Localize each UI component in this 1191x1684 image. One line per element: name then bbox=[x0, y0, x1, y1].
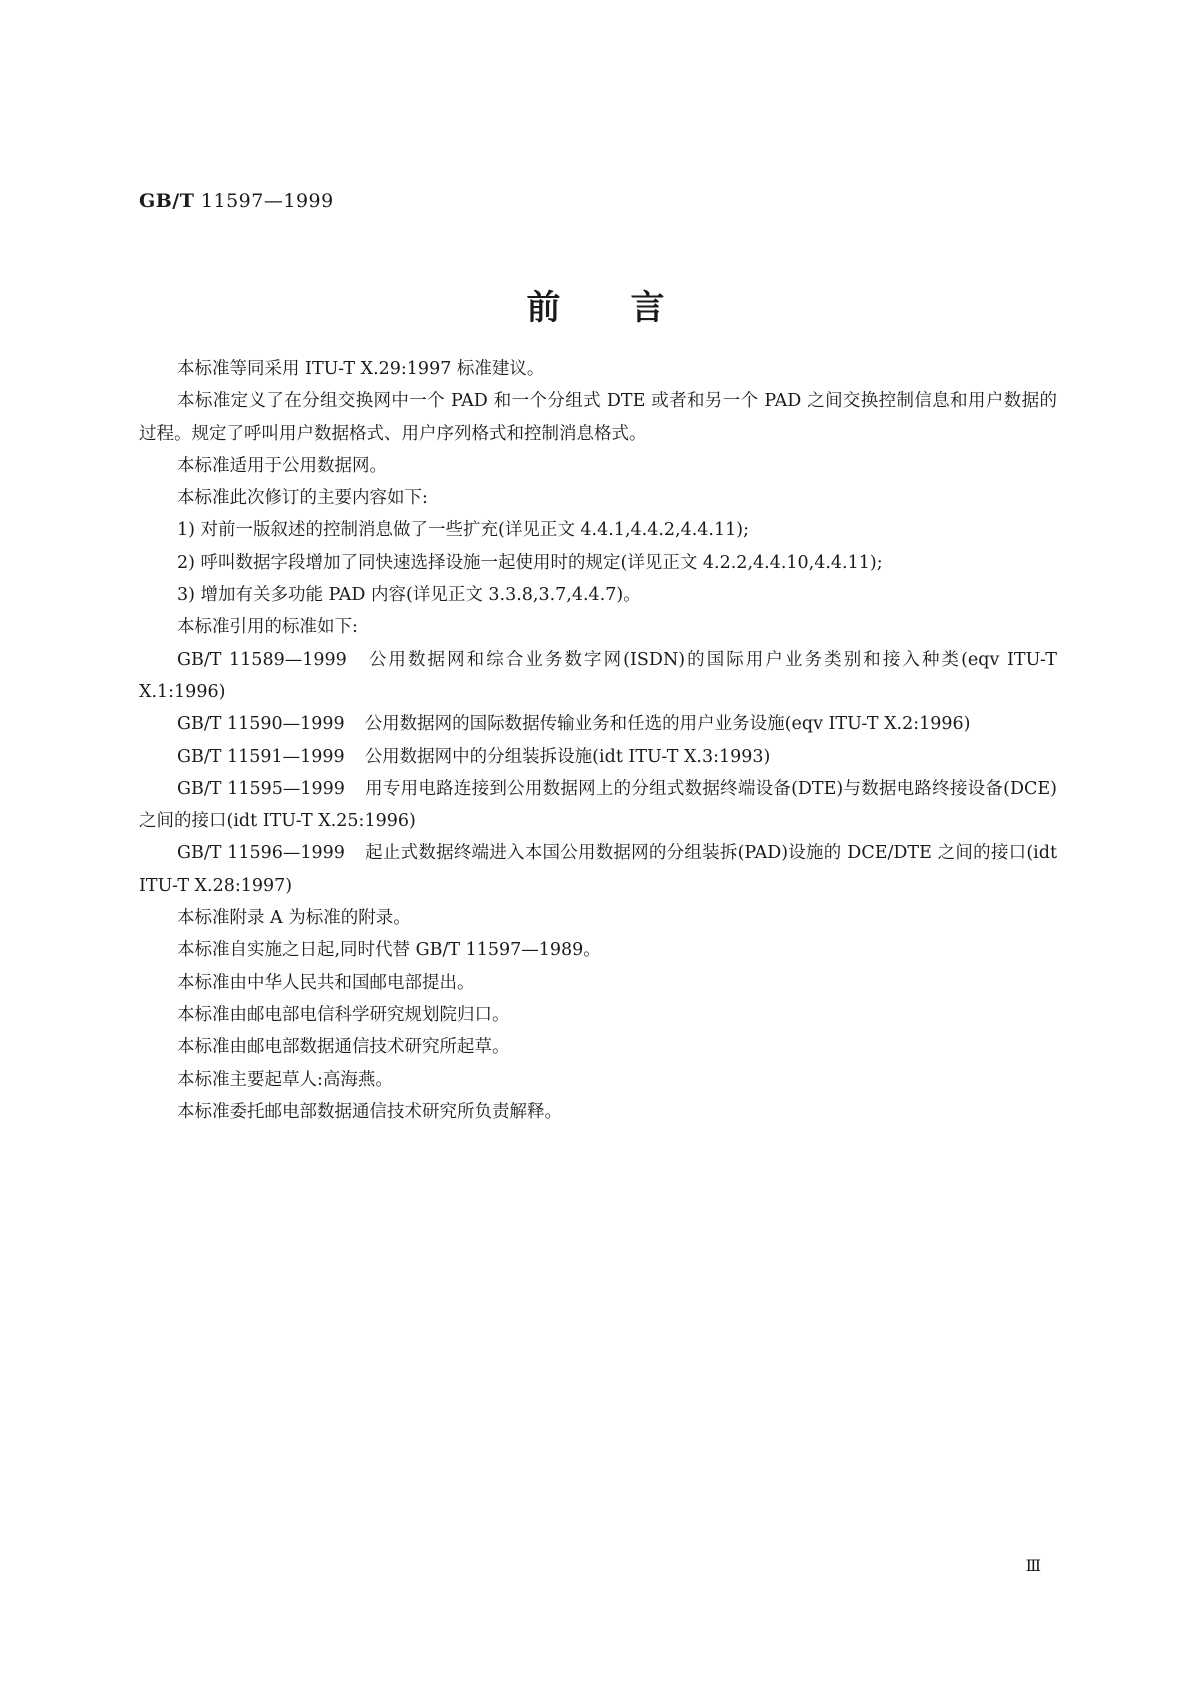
paragraph-revision-intro: 本标准此次修订的主要内容如下: bbox=[177, 488, 428, 509]
revision-item-1: 1) 对前一版叙述的控制消息做了一些扩充(详见正文 4.4.1,4.4.2,4.4.11); bbox=[177, 520, 749, 541]
revision-item-2: 2) 呼叫数据字段增加了同快速选择设施一起使用时的规定(详见正文 4.2.2,4.4.10,4.4.11); bbox=[177, 552, 883, 573]
paragraph-scope: 本标准适用于公用数据网。 bbox=[177, 455, 387, 476]
reference-code: GB/T 11590—1999 bbox=[177, 714, 345, 735]
reference-code: GB/T 11589—1999 bbox=[177, 649, 347, 670]
reference-code: GB/T 11591—1999 bbox=[177, 746, 345, 767]
paragraph-drafting-unit: 本标准由邮电部数据通信技术研究所起草。 bbox=[177, 1037, 510, 1058]
paragraph-supersedes: 本标准自实施之日起,同时代替 GB/T 11597—1989。 bbox=[177, 940, 601, 961]
reference-title: 用专用电路连接到公用数据网上的分组式数据终端设备(DTE)与数据电路终接设备(DCE)之间的接口(idt ITU-T X.25:1996) bbox=[139, 778, 1058, 832]
reference-title: 起止式数据终端进入本国公用数据网的分组装拆(PAD)设施的 DCE/DTE 之间的接口(idt ITU-T X.28:1997) bbox=[139, 843, 1057, 896]
reference-title: 公用数据网的国际数据传输业务和任选的用户业务设施(eqv ITU-T X.2:1996) bbox=[364, 714, 971, 735]
paragraph-appendix: 本标准附录 A 为标准的附录。 bbox=[177, 908, 411, 929]
document-header bbox=[139, 190, 334, 212]
preface-body bbox=[139, 353, 1057, 1128]
revision-item-3: 3) 增加有关多功能 PAD 内容(详见正文 3.3.8,3.7,4.4.7)。 bbox=[177, 585, 641, 606]
standard-number: 11597—1999 bbox=[194, 190, 334, 212]
reference-title: 公用数据网和综合业务数字网(ISDN)的国际用户业务类别和接入种类(eqv ITU-T X.1:1996) bbox=[139, 649, 1057, 702]
paragraph-interpretation: 本标准委托邮电部数据通信技术研究所负责解释。 bbox=[177, 1101, 562, 1122]
paragraph-drafters: 本标准主要起草人:高海燕。 bbox=[177, 1069, 393, 1090]
paragraph-proposer: 本标准由中华人民共和国邮电部提出。 bbox=[177, 972, 475, 993]
paragraph-management: 本标准由邮电部电信科学研究规划院归口。 bbox=[177, 1004, 510, 1025]
reference-title: 公用数据网中的分组装拆设施(idt ITU-T X.3:1993) bbox=[364, 746, 771, 767]
standard-prefix: GB/T bbox=[139, 190, 195, 212]
paragraph-references-intro: 本标准引用的标准如下: bbox=[177, 617, 358, 638]
page-title: 前言 bbox=[526, 288, 735, 328]
reference-item bbox=[139, 644, 1057, 709]
reference-item bbox=[139, 837, 1057, 902]
reference-code: GB/T 11595—1999 bbox=[177, 778, 345, 799]
reference-item bbox=[139, 741, 1057, 773]
page-number: Ⅲ bbox=[1025, 1556, 1041, 1575]
paragraph-adoption: 本标准等同采用 ITU-T X.29:1997 标准建议。 bbox=[177, 359, 545, 379]
paragraph-definition: 本标准定义了在分组交换网中一个 PAD 和一个分组式 DTE 或者和另一个 PAD 之间交换控制信息和用户数据的过程。规定了呼叫用户数据格式、用户序列格式和控制消息格式。 bbox=[139, 391, 1057, 444]
reference-item bbox=[139, 773, 1057, 838]
reference-code: GB/T 11596—1999 bbox=[177, 843, 345, 864]
reference-item bbox=[139, 708, 1057, 740]
